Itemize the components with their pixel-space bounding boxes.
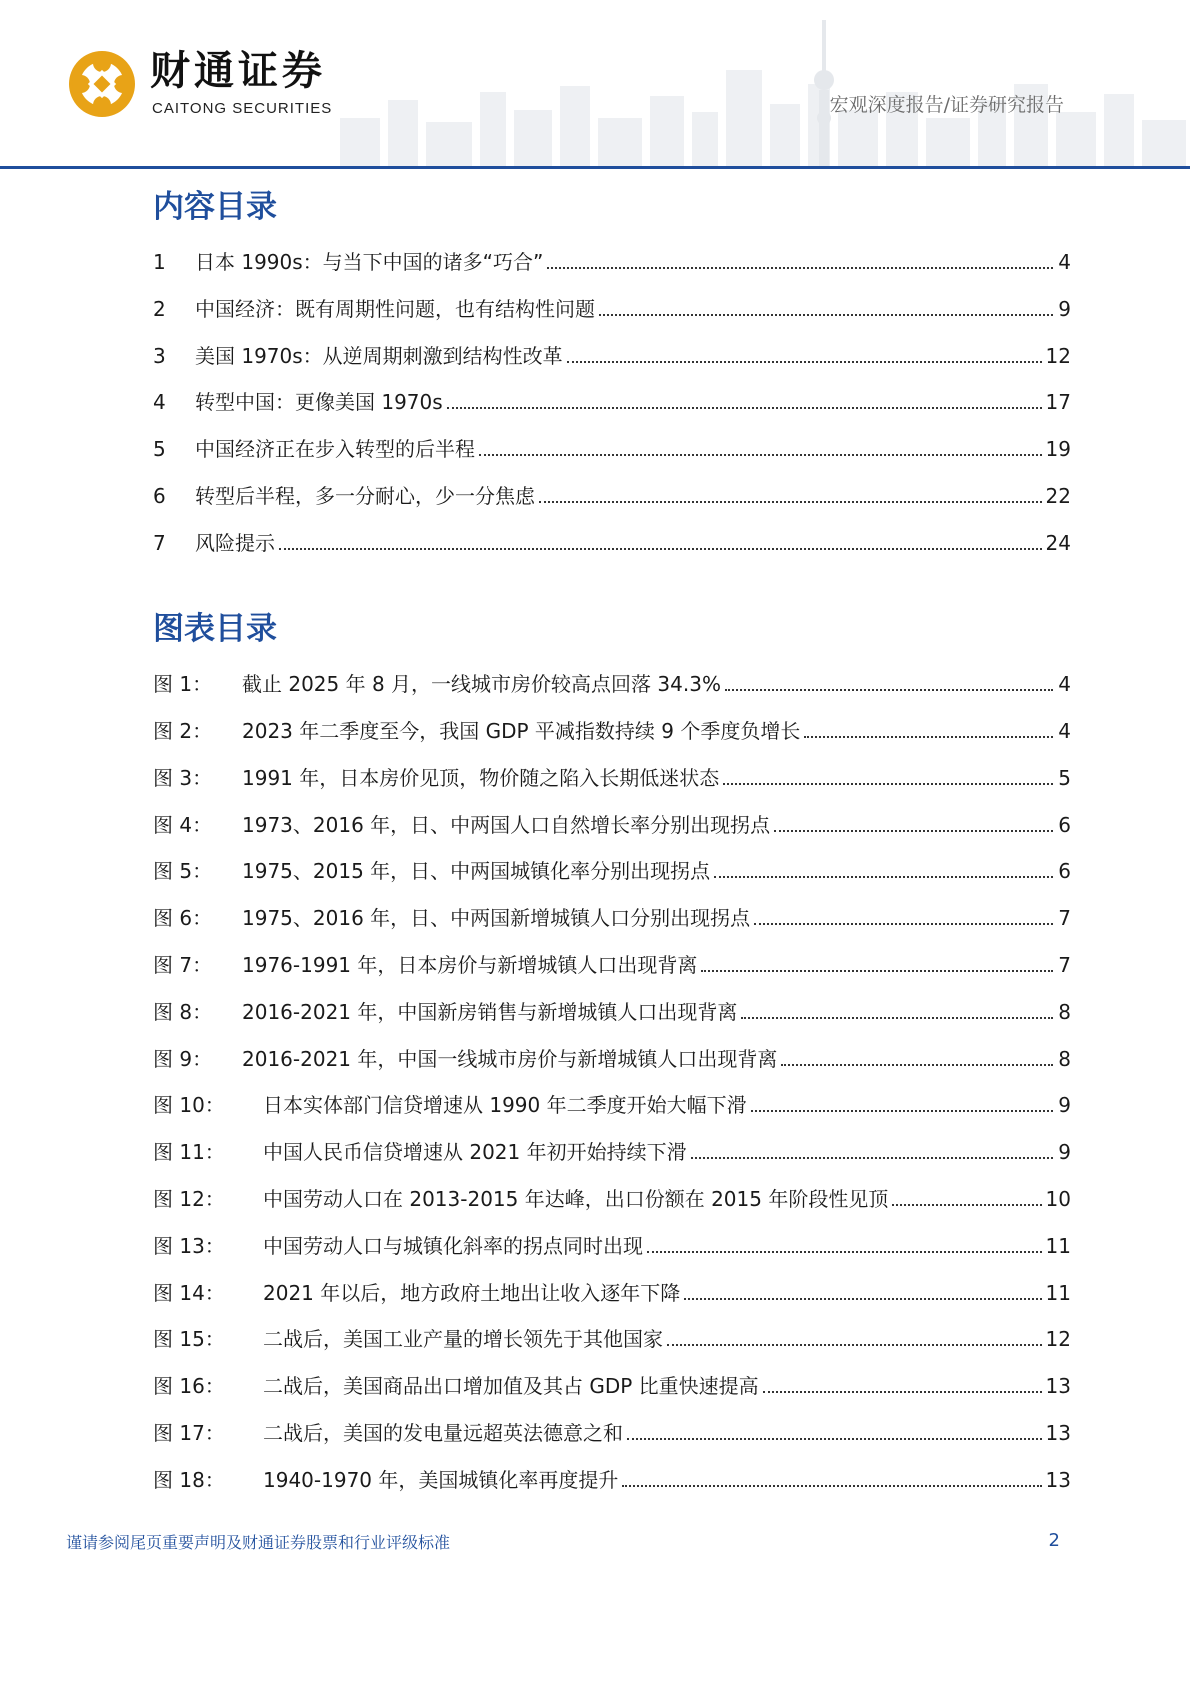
toc-entry-page: 12: [1045, 344, 1071, 368]
dot-leader: [627, 1438, 1042, 1440]
figure-entry[interactable]: [153, 1089, 1071, 1119]
figure-entry-page: 6: [1058, 813, 1071, 837]
figure-entry-page: 7: [1058, 906, 1071, 930]
figure-entry-number: 图 6：: [153, 906, 213, 930]
figure-entry-label: 1976-1991 年，日本房价与新增城镇人口出现背离: [242, 953, 698, 977]
figure-entry[interactable]: [153, 1323, 1071, 1353]
dot-leader: [647, 1251, 1042, 1253]
dot-leader: [892, 1204, 1041, 1206]
toc-entry-number: 3: [153, 344, 166, 368]
figure-entry-page: 9: [1058, 1093, 1071, 1117]
figure-entry-number: 图 14：: [153, 1281, 225, 1305]
dot-leader: [754, 923, 1053, 925]
brand-name-cn: 财通证券: [150, 48, 326, 94]
figure-entry-label: 1940-1970 年，美国城镇化率再度提升: [263, 1468, 619, 1492]
toc-entry-number: 4: [153, 390, 166, 414]
toc-entry-page: 19: [1045, 437, 1071, 461]
figure-entry[interactable]: [153, 1277, 1071, 1307]
figure-entry[interactable]: [153, 949, 1071, 979]
skyline-watermark: [330, 0, 1190, 168]
dot-leader: [781, 1064, 1053, 1066]
toc-entry-number: 5: [153, 437, 166, 461]
figure-entry-page: 13: [1045, 1421, 1071, 1445]
dot-leader: [725, 689, 1053, 691]
figure-entry[interactable]: [153, 809, 1071, 839]
toc-entry-label: 风险提示: [195, 531, 275, 555]
figure-entry-label: 二战后，美国工业产量的增长领先于其他国家: [263, 1327, 663, 1351]
dot-leader: [763, 1391, 1042, 1393]
figure-entry-number: 图 18：: [153, 1468, 225, 1492]
figure-entry-page: 6: [1058, 859, 1071, 883]
toc-entry-number: 2: [153, 297, 166, 321]
dot-leader: [547, 267, 1053, 269]
figure-entry-label: 中国人民币信贷增速从 2021 年初开始持续下滑: [263, 1140, 687, 1164]
dot-leader: [723, 783, 1053, 785]
figure-entry-number: 图 9：: [153, 1047, 213, 1071]
figure-entry-page: 13: [1045, 1468, 1071, 1492]
dot-leader: [684, 1298, 1041, 1300]
toc-entry[interactable]: [153, 433, 1071, 463]
figure-entry-number: 图 15：: [153, 1327, 225, 1351]
figure-entry[interactable]: [153, 902, 1071, 932]
toc-entry-page: 24: [1045, 531, 1071, 555]
toc-entry-number: 6: [153, 484, 166, 508]
toc-entry-number: 1: [153, 250, 166, 274]
figure-toc-title: 图表目录: [153, 611, 277, 647]
figure-entry-label: 中国劳动人口与城镇化斜率的拐点同时出现: [263, 1234, 643, 1258]
toc-entry-label: 转型中国：更像美国 1970s: [195, 390, 443, 414]
figure-entry[interactable]: [153, 1230, 1071, 1260]
figure-entry[interactable]: [153, 855, 1071, 885]
page-number: 2: [1048, 1530, 1060, 1551]
dot-leader: [804, 736, 1053, 738]
toc-entry-page: 22: [1045, 484, 1071, 508]
figure-entry-label: 截止 2025 年 8 月，一线城市房价较高点回落 34.3%: [242, 672, 721, 696]
dot-leader: [741, 1017, 1053, 1019]
figure-entry-label: 二战后，美国商品出口增加值及其占 GDP 比重快速提高: [263, 1374, 759, 1398]
dot-leader: [667, 1344, 1042, 1346]
footer-disclaimer: 谨请参阅尾页重要声明及财通证券股票和行业评级标准: [66, 1533, 451, 1552]
figure-entry[interactable]: [153, 1043, 1071, 1073]
figure-entry-number: 图 11：: [153, 1140, 225, 1164]
figure-entry-page: 4: [1058, 719, 1071, 743]
figure-entry-number: 图 13：: [153, 1234, 225, 1258]
figure-entry-number: 图 8：: [153, 1000, 213, 1024]
toc-entry-page: 9: [1058, 297, 1071, 321]
figure-entry-number: 图 7：: [153, 953, 213, 977]
toc-entry[interactable]: [153, 527, 1071, 557]
figure-entry[interactable]: [153, 1464, 1071, 1494]
dot-leader: [714, 876, 1053, 878]
dot-leader: [279, 548, 1042, 550]
content-toc-title: 内容目录: [153, 189, 277, 225]
figure-entry-label: 日本实体部门信贷增速从 1990 年二季度开始大幅下滑: [263, 1093, 747, 1117]
figure-entry-number: 图 2：: [153, 719, 213, 743]
toc-entry[interactable]: [153, 386, 1071, 416]
page-header: [0, 0, 1190, 170]
figure-entry-number: 图 3：: [153, 766, 213, 790]
dot-leader: [447, 407, 1042, 409]
figure-entry-label: 2021 年以后，地方政府土地出让收入逐年下降: [263, 1281, 681, 1305]
figure-entry-label: 1973、2016 年，日、中两国人口自然增长率分别出现拐点: [242, 813, 771, 837]
toc-entry[interactable]: [153, 340, 1071, 370]
dot-leader: [539, 501, 1042, 503]
toc-entry-label: 日本 1990s：与当下中国的诸多“巧合”: [195, 250, 544, 274]
figure-entry-page: 8: [1058, 1047, 1071, 1071]
brand-name-en: CAITONG SECURITIES: [152, 100, 333, 117]
figure-entry-page: 4: [1058, 672, 1071, 696]
dot-leader: [567, 361, 1042, 363]
figure-entry-page: 10: [1045, 1187, 1071, 1211]
figure-entry-label: 1975、2016 年，日、中两国新增城镇人口分别出现拐点: [242, 906, 751, 930]
toc-entry-page: 17: [1045, 390, 1071, 414]
dot-leader: [774, 830, 1053, 832]
figure-entry-label: 2023 年二季度至今，我国 GDP 平减指数持续 9 个季度负增长: [242, 719, 801, 743]
figure-entry-label: 2016-2021 年，中国一线城市房价与新增城镇人口出现背离: [242, 1047, 778, 1071]
figure-entry-page: 11: [1045, 1234, 1071, 1258]
figure-entry-label: 二战后，美国的发电量远超英法德意之和: [263, 1421, 623, 1445]
figure-entry[interactable]: [153, 996, 1071, 1026]
figure-entry-page: 9: [1058, 1140, 1071, 1164]
toc-entry[interactable]: [153, 293, 1071, 323]
dot-leader: [599, 314, 1053, 316]
figure-entry-number: 图 1：: [153, 672, 213, 696]
toc-entry-label: 中国经济：既有周期性问题，也有结构性问题: [195, 297, 595, 321]
figure-entry[interactable]: [153, 668, 1071, 698]
figure-entry[interactable]: [153, 715, 1071, 745]
figure-entry[interactable]: [153, 762, 1071, 792]
figure-entry[interactable]: [153, 1183, 1071, 1213]
figure-entry-page: 5: [1058, 766, 1071, 790]
toc-entry-label: 转型后半程，多一分耐心，少一分焦虑: [195, 484, 535, 508]
report-type: 宏观深度报告/证券研究报告: [829, 94, 1064, 116]
toc-entry[interactable]: [153, 246, 1071, 276]
figure-entry-number: 图 4：: [153, 813, 213, 837]
dot-leader: [479, 454, 1042, 456]
figure-entry-number: 图 16：: [153, 1374, 225, 1398]
figure-entry[interactable]: [153, 1370, 1071, 1400]
caitong-logo-icon: [66, 48, 138, 120]
figure-entry-label: 1975、2015 年，日、中两国城镇化率分别出现拐点: [242, 859, 711, 883]
figure-entry-label: 中国劳动人口在 2013-2015 年达峰，出口份额在 2015 年阶段性见顶: [263, 1187, 889, 1211]
figure-entry-label: 2016-2021 年，中国新房销售与新增城镇人口出现背离: [242, 1000, 738, 1024]
figure-entry-number: 图 17：: [153, 1421, 225, 1445]
figure-entry-page: 11: [1045, 1281, 1071, 1305]
toc-entry-label: 美国 1970s：从逆周期刺激到结构性改革: [195, 344, 563, 368]
figure-entry[interactable]: [153, 1417, 1071, 1447]
figure-entry-label: 1991 年，日本房价见顶，物价随之陷入长期低迷状态: [242, 766, 720, 790]
figure-entry-page: 13: [1045, 1374, 1071, 1398]
dot-leader: [701, 970, 1053, 972]
toc-entry[interactable]: [153, 480, 1071, 510]
figure-entry[interactable]: [153, 1136, 1071, 1166]
figure-entry-number: 图 12：: [153, 1187, 225, 1211]
figure-entry-page: 7: [1058, 953, 1071, 977]
figure-entry-page: 12: [1045, 1327, 1071, 1351]
header-divider: [0, 166, 1190, 169]
toc-entry-number: 7: [153, 531, 166, 555]
toc-entry-page: 4: [1058, 250, 1071, 274]
dot-leader: [751, 1110, 1053, 1112]
figure-entry-number: 图 10：: [153, 1093, 225, 1117]
dot-leader: [622, 1485, 1041, 1487]
figure-entry-page: 8: [1058, 1000, 1071, 1024]
figure-entry-number: 图 5：: [153, 859, 213, 883]
toc-entry-label: 中国经济正在步入转型的后半程: [195, 437, 475, 461]
dot-leader: [691, 1157, 1053, 1159]
